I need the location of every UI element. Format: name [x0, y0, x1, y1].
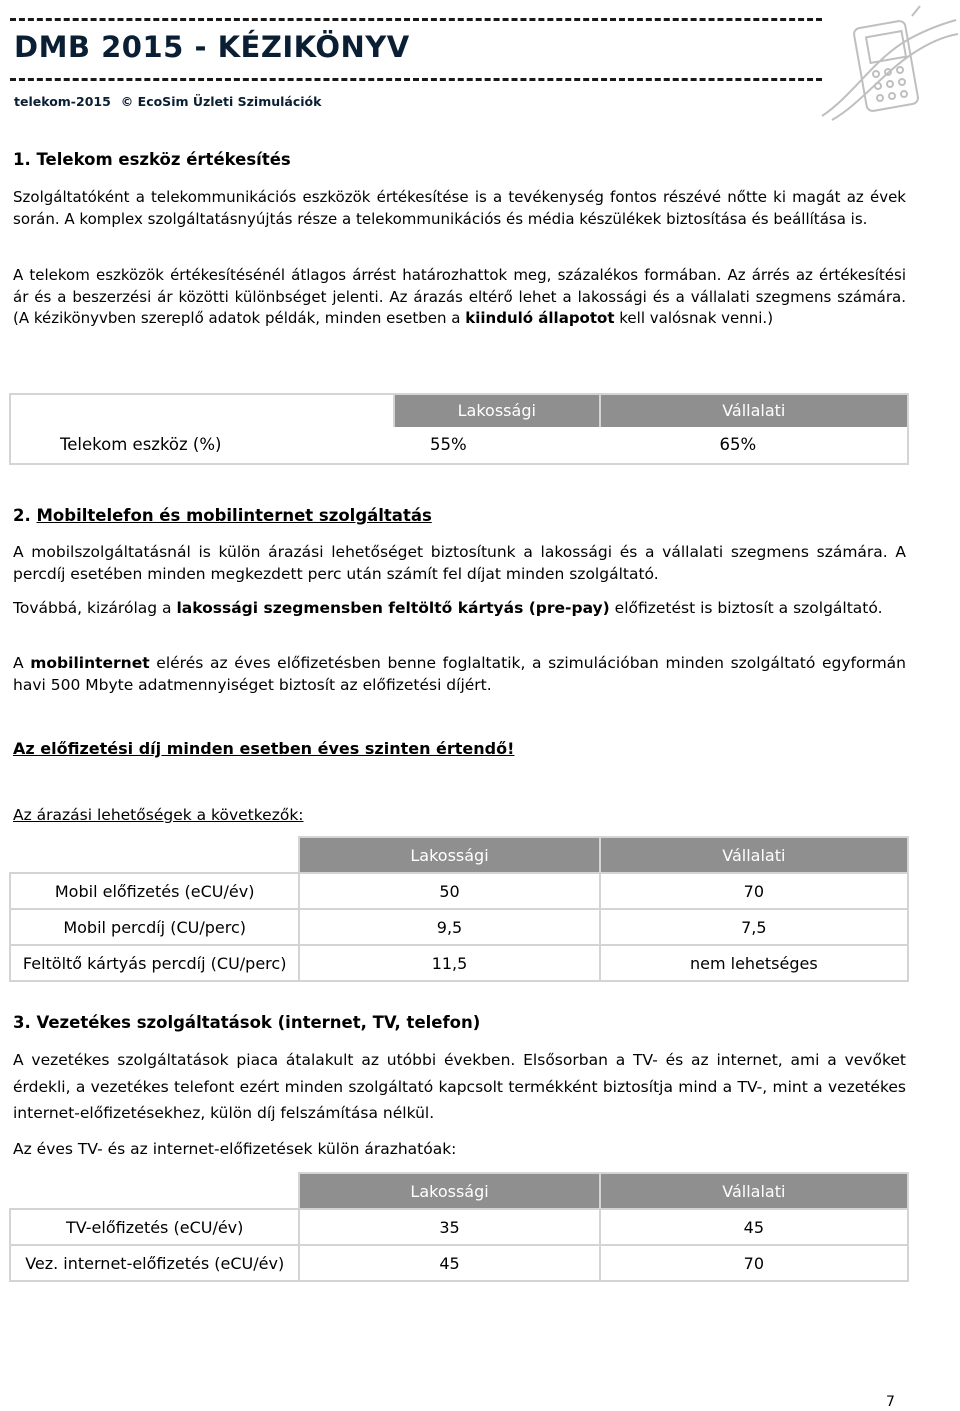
row-value-vallalati: 7,5 — [600, 909, 908, 945]
table-row — [10, 873, 908, 909]
row-value-vallalati: nem lehetséges — [600, 945, 908, 981]
subtitle-left: telekom-2015 — [14, 94, 111, 109]
section2-paragraph-2-bold: lakossági szegmensben feltöltő kártyás (pre-pay) — [176, 599, 610, 617]
table-header-vallalati: Vállalati — [600, 1173, 908, 1209]
table-header-vallalati: Vállalati — [600, 837, 908, 873]
section2-paragraph-1: A mobilszolgáltatásnál is külön árazási lehetőséget biztosítunk a lakossági és a vállalati szegmens számára. A percdíj esetében minden megkezdett perc után számít fel díjat minden szolgáltató. — [13, 543, 906, 583]
row-label: Feltöltő kártyás percdíj (CU/perc) — [10, 945, 299, 981]
table-row — [10, 427, 908, 461]
section2-pricing-intro — [13, 806, 304, 824]
page-number: 7 — [886, 1394, 895, 1410]
header-top-rule — [10, 18, 822, 21]
table-header-empty — [10, 1173, 299, 1209]
section2-pricing-intro-text: Az árazási lehetőségek a következők: — [13, 806, 304, 824]
row-value-lakossagi: 35 — [299, 1209, 599, 1245]
row-value-vallalati: 70 — [600, 1245, 908, 1281]
row-label: Mobil percdíj (CU/perc) — [10, 909, 299, 945]
table-row — [10, 1245, 908, 1281]
section3-paragraph-1: A vezetékes szolgáltatások piaca átalakult az utóbbi években. Elsősorban a TV- és az internet, ami a vevőket érdekli, a vezetékes telefont ezért minden szolgáltató kapcsolt termékként biztosítja mind a TV-, mint a vezetékes internet-előfizetésekhez, külön díj felszámítása nélkül. — [13, 1051, 906, 1122]
table-header-lakossagi: Lakossági — [299, 837, 599, 873]
row-value-lakossagi: 9,5 — [299, 909, 599, 945]
section2-paragraph-3-text-b: elérés az éves előfizetésben benne foglaltatik, a szimulációban minden szolgáltató egyformán havi 500 Mbyte adatmennyiséget biztosít az előfizetési díjért. — [13, 654, 907, 694]
section1-paragraph-2-text-a: A telekom eszközök értékesítésénél átlagos árrést határozhattok meg, százalékos formában. Az árrés az értékesítési ár és a beszerzési ár közötti különbséget jelenti. Az árazás eltérő lehet a lakossági és a vállalati szegmens számára. (A kézikönyvben szereplő adatok példák, minden esetben a — [13, 266, 906, 327]
row-value-lakossagi: 50 — [299, 873, 599, 909]
section2-paragraph-3 — [13, 652, 906, 696]
row-value-vallalati: 45 — [600, 1209, 908, 1245]
annual-fee-notice — [13, 739, 514, 758]
page-title: DMB 2015 - KÉZIKÖNYV — [14, 30, 410, 64]
header-bottom-rule — [10, 78, 822, 81]
section2-paragraph-2-text-a: Továbbá, kizárólag a — [13, 599, 177, 617]
section1-paragraph-2-text-b: kell valósnak venni.) — [614, 309, 774, 327]
section1-paragraph-2 — [13, 265, 906, 330]
row-value-vallalati: 70 — [600, 873, 908, 909]
telekom-eszkoz-table — [9, 393, 909, 461]
row-label: TV-előfizetés (eCU/év) — [10, 1209, 299, 1245]
row-label: Mobil előfizetés (eCU/év) — [10, 873, 299, 909]
table-row — [10, 909, 908, 945]
row-label: Telekom eszköz (%) — [60, 434, 222, 454]
row-value-lakossagi: 55% — [430, 434, 467, 454]
section2-heading-text: Mobiltelefon és mobilinternet szolgáltatás — [36, 506, 432, 525]
table-header-empty — [10, 837, 299, 873]
table-header-row — [10, 837, 908, 873]
row-value-lakossagi: 11,5 — [299, 945, 599, 981]
section3-pricing-intro: Az éves TV- és az internet-előfizetések külön árazhatóak: — [13, 1140, 457, 1158]
table-header-row — [10, 1173, 908, 1209]
wired-pricing-table — [9, 1172, 909, 1282]
section1-paragraph-2-bold: kiinduló állapotot — [465, 309, 615, 327]
header-subtitle — [14, 94, 321, 109]
table-row — [10, 945, 908, 981]
table-header-row — [10, 393, 908, 427]
table-header-lakossagi: Lakossági — [299, 1173, 599, 1209]
table-row — [10, 1209, 908, 1245]
row-value-vallalati: 65% — [719, 434, 757, 454]
section2-heading-num: 2. — [13, 506, 31, 525]
section2-paragraph-2 — [13, 597, 906, 619]
table-header-lakossagi: Lakossági — [394, 393, 600, 427]
row-label: Vez. internet-előfizetés (eCU/év) — [10, 1245, 299, 1281]
section1-paragraph-1: Szolgáltatóként a telekommunikációs eszközök értékesítése is a tevékenység fontos részévé nőtte ki magát az évek során. A komplex szolgáltatásnyújtás része a telekommunikációs és média készülékek biztosítása és beállítása is. — [13, 188, 906, 228]
phone-logo-icon — [812, 4, 958, 124]
table-header-vallalati: Vállalati — [600, 393, 908, 427]
section2-paragraph-3-text-a: A — [13, 654, 31, 672]
section2-paragraph-3-bold: mobilinternet — [30, 654, 150, 672]
section1-heading: 1. Telekom eszköz értékesítés — [13, 150, 291, 169]
section3-heading: 3. Vezetékes szolgáltatások (internet, TV, telefon) — [13, 1013, 481, 1032]
subtitle-right: © EcoSim Üzleti Szimulációk — [120, 94, 322, 109]
section2-heading — [13, 506, 432, 525]
section2-paragraph-2-text-b: előfizetést is biztosít a szolgáltató. — [609, 599, 883, 617]
table-header-empty — [10, 393, 394, 427]
row-value-lakossagi: 45 — [299, 1245, 599, 1281]
annual-fee-notice-text: Az előfizetési díj minden esetben éves szinten értendő! — [13, 739, 515, 758]
mobile-pricing-table — [9, 836, 909, 982]
